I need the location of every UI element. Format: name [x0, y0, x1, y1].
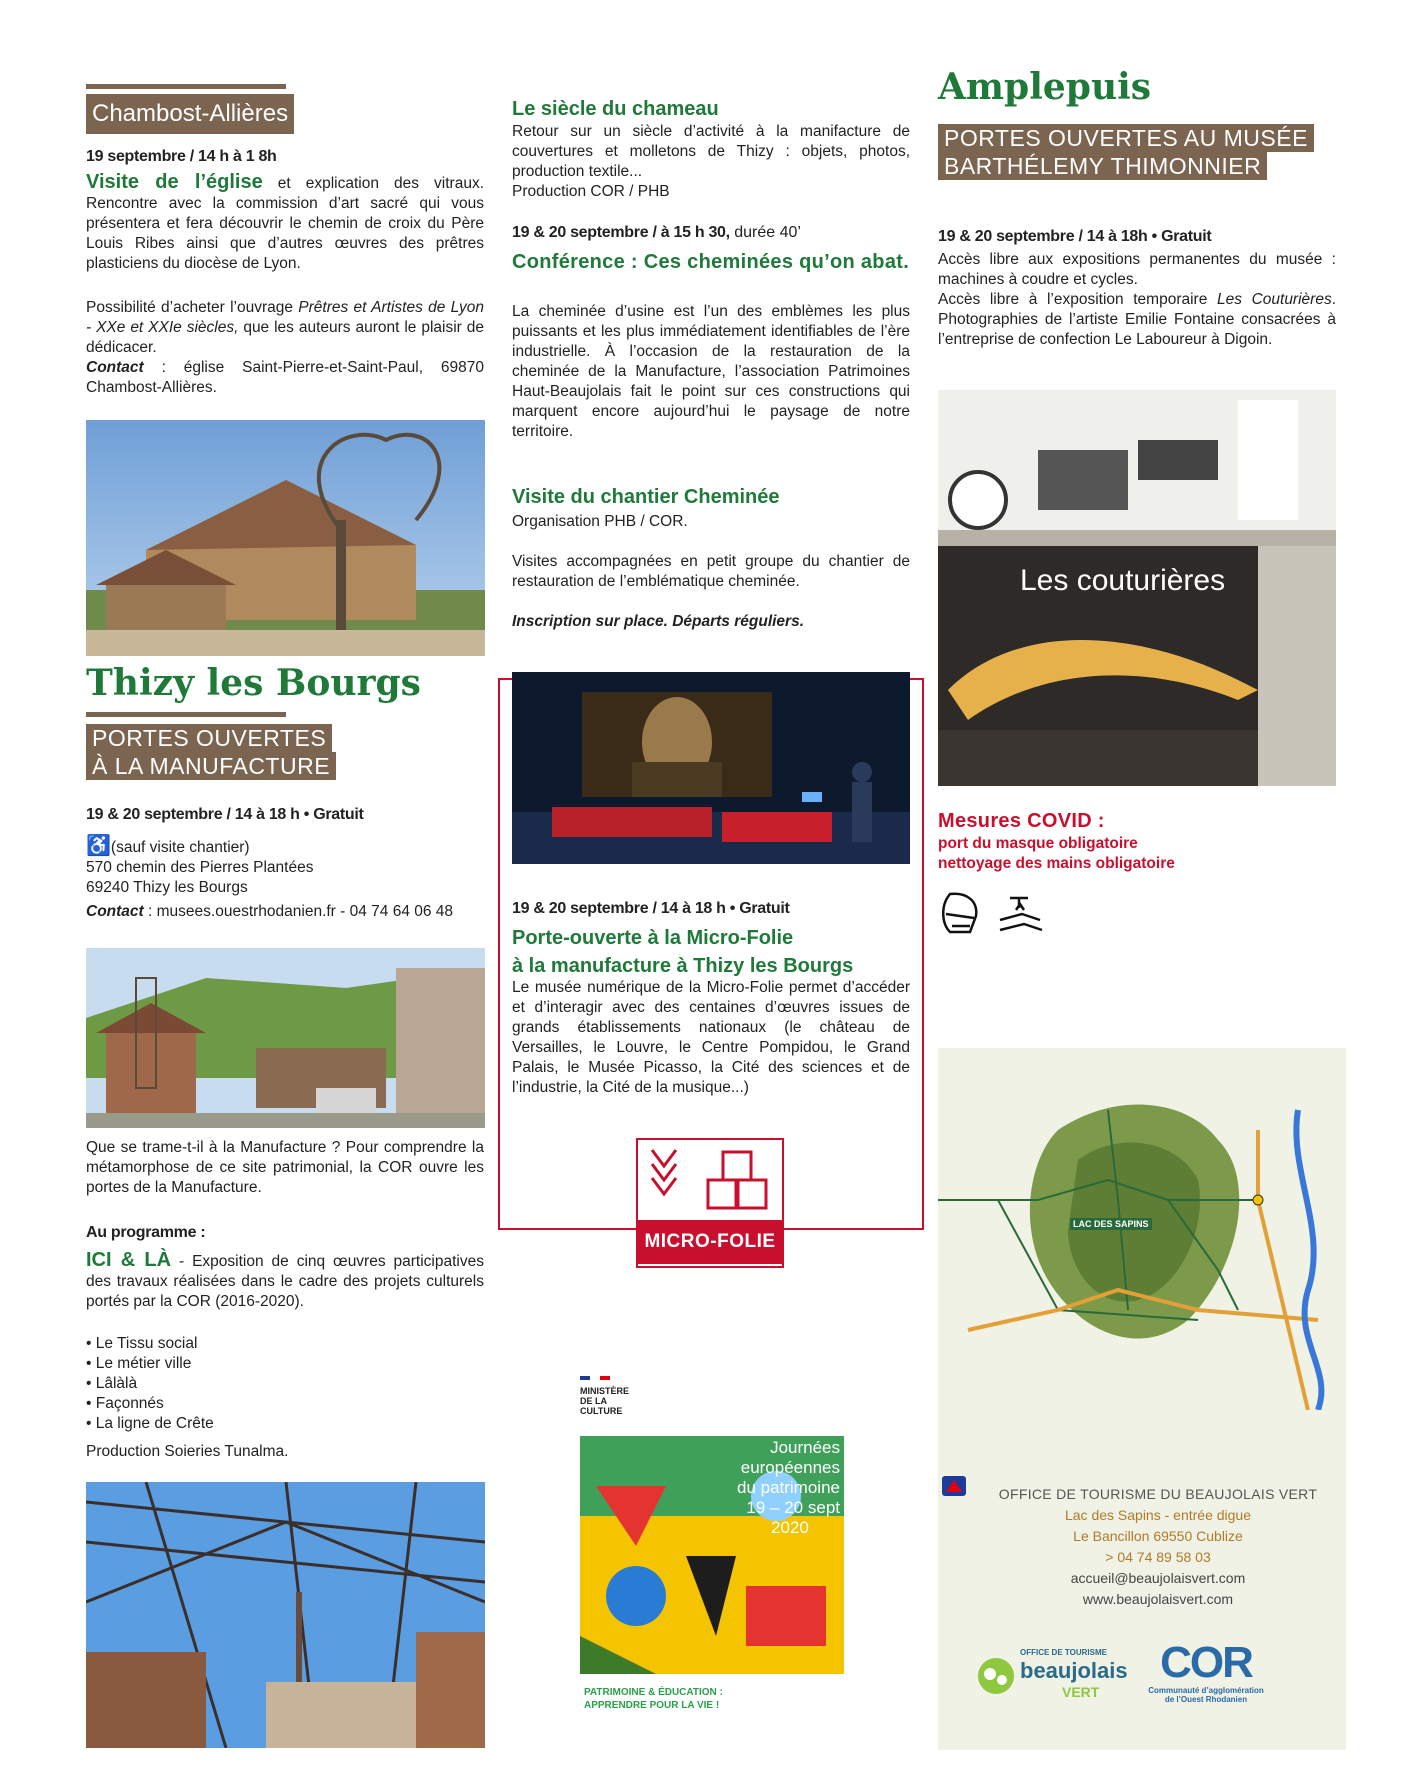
event-date: 19 & 20 septembre / 14 à 18h • Gratuit	[938, 228, 1212, 245]
ici-la-title: ICI & LÀ	[86, 1249, 172, 1271]
poster-title: Journées européennes du patrimoine 19 – 20 sept 2020	[736, 1438, 840, 1537]
contact: Contact : église Saint-Pierre-et-Saint-Paul, 69870 Chambost-Allières.	[86, 359, 484, 396]
list-item: • Façonnés	[86, 1395, 164, 1412]
event-title: Visite de l’église	[86, 171, 263, 193]
siecle-text: Retour sur un siècle d’activité à la manifacture de couvertures et molletons de Thizy : objets, photos, production textile...	[512, 123, 910, 180]
list-item: • Lâlàlà	[86, 1375, 138, 1392]
town-title-thizy: Thizy les Bourgs	[86, 662, 421, 704]
micro-folie-photo	[512, 672, 910, 864]
conference-text: La cheminée d’usine est l’un des emblèmes les plus puissants et les plus immédiatement identifiables de l’ère industrielle. À l’occasion de la restauration de la cheminée de la Manufacture, l’association Patrimoines Haut-Beaujolais fait le point sur ces constructions qui marquent encore aujourd’hui le paysage de notre territoire.	[512, 303, 910, 440]
chantier-inscription: Inscription sur place. Départs réguliers.	[512, 613, 805, 630]
micro-folie-logo	[636, 1138, 784, 1268]
church-photo	[86, 420, 485, 656]
event-date: 19 & 20 septembre / 14 à 18 h • Gratuit	[512, 900, 790, 917]
covid-measures: port du masque obligatoire nettoyage des mains obligatoire	[938, 835, 1175, 872]
office-contact	[998, 1484, 1318, 1610]
heritage-days-poster	[576, 1376, 844, 1758]
programme-list	[86, 1334, 484, 1434]
event-description: Visite de l’église et explication des vitraux. Rencontre avec la commission d’art sacré qui vous présentera et fera découvrir le chemin de croix du Père Louis Ribes ainsi que d’autres œuvres des prêtres plasticiens du diocèse de Lyon.	[86, 171, 485, 272]
micro-folie-text: Le musée numérique de la Micro-Folie permet d’accéder et d’interagir avec des centaines d’œuvres issues de grands établissements nationaux (le château de Versailles, le Louvre, le Centre Pompidou, le Grand Palais, le Musée Picasso, la Cité des sciences et de l’industrie, la Cité de la musique...)	[512, 979, 910, 1096]
manufacture-photo	[86, 948, 485, 1128]
list-item: • Le métier ville	[86, 1355, 192, 1372]
book-note: Possibilité d’acheter l’ouvrage Prêtres et Artistes de Lyon - XXe et XXIe siècles, que les auteurs auront le plaisir de dédicacer.	[86, 299, 484, 356]
banner-manufacture: PORTES OUVERTES À LA MANUFACTURE	[86, 724, 336, 780]
office-address-1: Lac des Sapins - entrée digue	[1064, 1507, 1251, 1523]
production-credit: Production Soieries Tunalma.	[86, 1443, 289, 1460]
ici-la-description: ICI & LÀ - Exposition de cinq œuvres participatives des travaux réalisées dans le cadre des projets culturels portés par la COR (2016-2020).	[86, 1249, 484, 1310]
micro-folie-icon	[638, 1140, 782, 1220]
event-date: 19 septembre / 14 h à 1 8h	[86, 148, 277, 165]
section-rule	[86, 84, 286, 89]
chantier-title: Visite du chantier Cheminée	[512, 486, 780, 508]
wheelchair-icon: ♿	[86, 835, 111, 857]
couturieres-photo	[938, 390, 1336, 786]
cor-logo: COR Communauté d’agglomération de l’Ouest Rhodanien	[1148, 1638, 1264, 1704]
siecle-production: Production COR / PHB	[512, 183, 670, 200]
section-rule	[86, 712, 286, 717]
office-email: accueil@beaujolaisvert.com	[1070, 1570, 1246, 1586]
manufacture-intro: Que se trame-t-il à la Manufacture ? Pour comprendre la métamorphose de ce site patrimonial, la COR ouvre les portes de la Manufacture.	[86, 1139, 484, 1196]
handwash-icon	[994, 890, 1046, 938]
office-name: OFFICE DE TOURISME DU BEAUJOLAIS VERT	[998, 1486, 1318, 1502]
ruins-photo	[86, 1482, 485, 1748]
photo-caption: Les couturières	[1020, 564, 1226, 597]
micro-folie-label: MICRO-FOLIE	[638, 1220, 782, 1264]
office-flag-icon	[940, 1472, 968, 1500]
office-phone: > 04 74 89 58 03	[1105, 1549, 1211, 1565]
poster-footer: PATRIMOINE & ÉDUCATION : APPRENDRE POUR LA VIE !	[584, 1687, 723, 1711]
covid-icons	[938, 890, 1046, 943]
town-title-amplepuis: Amplepuis	[938, 66, 1152, 108]
chantier-org: Organisation PHB / COR.	[512, 513, 688, 530]
mask-icon	[938, 890, 984, 938]
accessibility-note: ♿(sauf visite chantier) 570 chemin des Pierres Plantées 69240 Thizy les Bourgs	[86, 835, 314, 896]
musee-text-1: Accès libre aux expositions permanentes du musée : machines à coudre et cycles.	[938, 251, 1336, 288]
banner-musee: PORTES OUVERTES AU MUSÉE BARTHÉLEMY THIMONNIER	[938, 124, 1314, 180]
region-map	[938, 1070, 1346, 1410]
beaujolais-vert-logo: OFFICE DE TOURISME beaujolais VERT	[976, 1648, 1126, 1708]
contact: Contact : musees.ouestrhodanien.fr - 04 74 64 06 48	[86, 903, 454, 920]
list-item: • La ligne de Crête	[86, 1415, 214, 1432]
conference-title: Conférence : Ces cheminées qu’on abat.	[512, 251, 910, 273]
office-address-2: Le Bancillon 69550 Cublize	[1073, 1528, 1243, 1544]
list-item: • Le Tissu social	[86, 1335, 198, 1352]
ministry-label: MINISTÈRE DE LA CULTURE	[580, 1386, 630, 1416]
musee-text-2: Accès libre à l’exposition temporaire Les Couturières. Photographies de l’artiste Emilie Fontaine consacrées à l’entreprise de confection Le Laboureur à Digoin.	[938, 291, 1337, 348]
programme-label: Au programme :	[86, 1224, 206, 1241]
section-title-chambost: Chambost-Allières	[86, 94, 294, 134]
chantier-text: Visites accompagnées en petit groupe du chantier de restauration de l’emblématique cheminée.	[512, 553, 910, 590]
siecle-title: Le siècle du chameau	[512, 98, 719, 120]
micro-folie-title: Porte-ouverte à la Micro-Folie à la manufacture à Thizy les Bourgs	[512, 927, 854, 977]
event-date: 19 & 20 septembre / 14 à 18 h • Gratuit	[86, 806, 364, 823]
office-website: www.beaujolaisvert.com	[1082, 1591, 1234, 1607]
conference-date: 19 & 20 septembre / à 15 h 30, durée 40’	[512, 224, 801, 241]
covid-title: Mesures COVID :	[938, 810, 1105, 832]
map-label: LAC DES SAPINS	[1070, 1218, 1152, 1230]
